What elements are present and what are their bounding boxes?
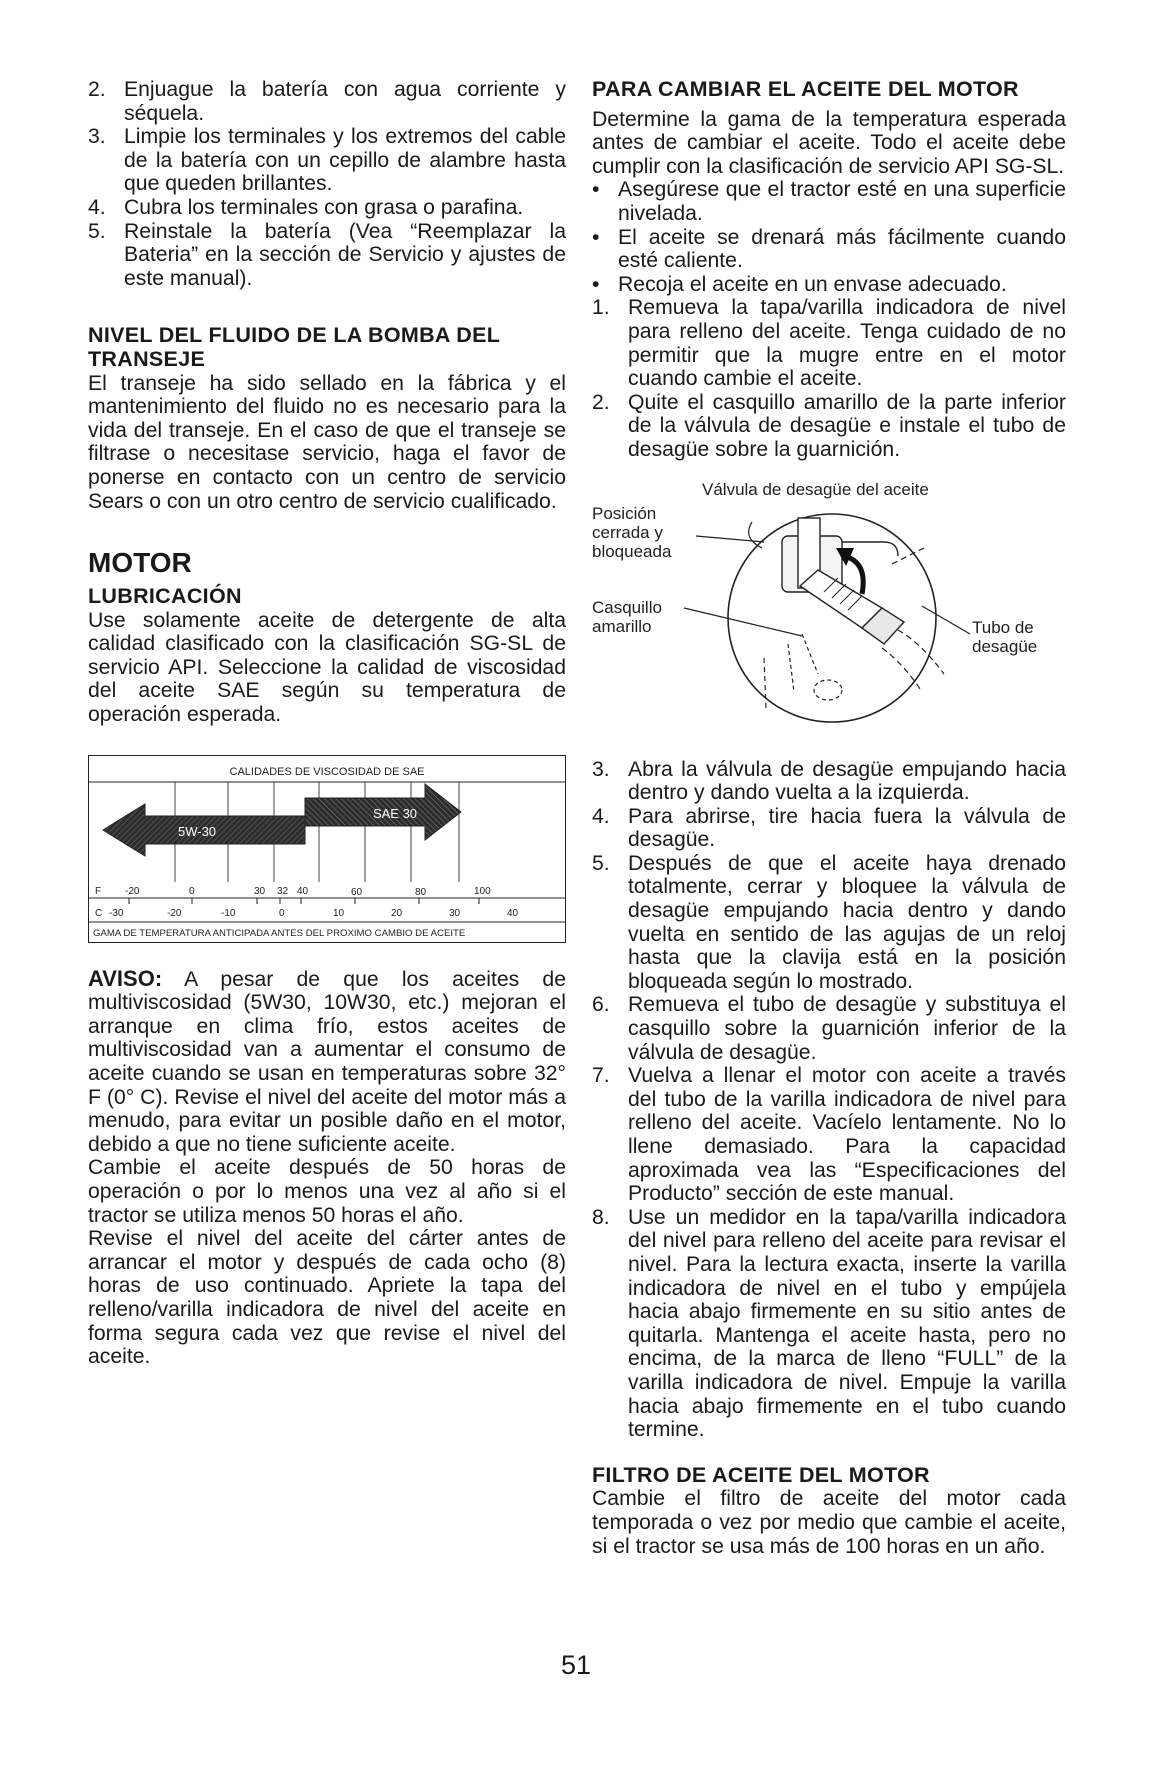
list-item: 6. Remueva el tubo de desagüe y substituya el casquillo sobre la guarnición inferior de la válvula de desagüe. [592, 993, 1066, 1064]
motor-heading: MOTOR [88, 547, 192, 579]
tick-label: -30 [109, 907, 124, 919]
list-item: • El aceite se drenará más fácilmente cuando esté caliente. [592, 225, 1066, 273]
tick-label: 40 [507, 907, 519, 919]
list-item: 7. Vuelva a llenar el motor con aceite a través del tubo de la varilla indicadora de nivel para relleno del aceite. Vacíelo lentamente. No lo llene demasiado. Para la capacidad aproximada vea las “Especificaciones del Producto” sección de este manual. [592, 1064, 1066, 1206]
oil-change-interval-text: Cambie el aceite después de 50 horas de operación o por lo menos una vez al año si el tractor se utiliza menos 50 horas el año. [88, 1156, 566, 1227]
tick-label: -20 [167, 907, 182, 919]
oil-change-steps-a [592, 296, 1066, 461]
closed-position-label: Posición cerrada y bloqueada [592, 503, 672, 561]
tick-label: 0 [279, 907, 285, 919]
list-item: 5. Después de que el aceite haya drenado totalmente, cerrar y bloquee la válvula de desagüe empujando hacia dentro y dando vuelta en sentido de las agujas de un reloj hasta que la clavija está en la posición bloqueada según lo mostrado. [592, 851, 1066, 993]
list-item: 4. Cubra los terminales con grasa o parafina. [88, 195, 524, 219]
oil-change-steps-b [592, 758, 1066, 1442]
list-item: 1. Remueva la tapa/varilla indicadora de nivel para relleno del aceite. Tenga cuidado de no permitir que la mugre entre en el motor cuando cambie el aceite. [592, 296, 1066, 391]
lubrication-text: Use solamente aceite de detergente de alta calidad clasificado con la clasificación SG-SL de servicio API. Seleccione la calidad de viscosidad del aceite SAE según su temperatura de operación esperada. [88, 608, 566, 727]
list-item: 2. Quite el casquillo amarillo de la parte inferior de la válvula de desagüe e instale el tubo de desagüe sobre la guarnición. [592, 390, 1066, 461]
diagram-title: Válvula de desagüe del aceite [702, 479, 929, 499]
transaxle-text: El transeje ha sido sellado en la fábrica y el mantenimiento del fluido no es necesario para la vida del transeje. En el caso de que el transeje se filtrase o necesitase servicio, haga el favor de ponerse en contacto con un centro de servicio Sears o con un otro centro de servicio cualificado. [88, 371, 566, 513]
tick-label: 30 [254, 885, 266, 897]
oil-check-text: Revise el nivel del aceite del cárter antes de arrancar el motor y después de cada ocho (8) horas de uso continuado. Apriete la tapa del relleno/varilla indicadora de nivel del aceite en forma segura cada vez que revise el nivel del aceite. [88, 1227, 566, 1369]
tick-label: 20 [391, 907, 403, 919]
list-item: 3. Abra la válvula de desagüe empujando hacia dentro y dando vuelta a la izquierda. [592, 757, 1066, 805]
sae30-label: SAE 30 [372, 805, 418, 821]
list-item: 3. Limpie los terminales y los extremos del cable de la batería con un cepillo de alambre hasta que queden brillantes. [88, 125, 566, 196]
f-label: F [95, 885, 102, 897]
tick-label: 80 [415, 886, 427, 898]
drain-valve-illustration [592, 478, 1066, 748]
tick-label: -20 [125, 885, 140, 897]
oil-filter-heading: FILTRO DE ACEITE DEL MOTOR [592, 1462, 930, 1487]
5w30-label: 5W-30 [177, 823, 217, 839]
lubrication-heading: LUBRICACIÓN [88, 584, 242, 609]
tick-label: -10 [221, 907, 236, 919]
tick-label: 60 [351, 886, 363, 898]
chart-footer: GAMA DE TEMPERATURA ANTICIPADA ANTES DEL PROXIMO CAMBIO DE ACEITE [93, 927, 466, 939]
yellow-cap-label: Casquillo amarillo [592, 597, 662, 636]
list-item: 5. Reinstale la batería (Vea “Reemplazar la Bateria” en la sección de Servicio y ajustes de este manual). [88, 219, 566, 290]
chart-title: CALIDADES DE VISCOSIDAD DE SAE [229, 765, 425, 778]
list-item: • Asegúrese que el tractor esté en una superficie nivelada. [592, 178, 1066, 225]
right-column [592, 78, 1066, 1558]
list-item: 2. Enjuague la batería con agua corriente y séquela. [88, 78, 566, 125]
tick-label: 10 [333, 907, 345, 919]
list-item: 8. Use un medidor en la tapa/varilla indicadora del nivel para relleno del aceite para revisar el nivel. Para la lectura exacta, inserte la varilla indicadora de nivel en el tubo y empújela hacia abajo firmemente en su sitio antes de quitarla. Mantenga el aceite hasta, pero no encima, de la marca de lleno “FULL” de la varilla indicadora de nivel. Empuje la varilla hacia abajo firmemente en el tubo cuando termine. [592, 1205, 1066, 1442]
change-oil-intro: Determine la gama de la temperatura esperada antes de cambiar el aceite. Todo el aceite debe cumplir con la clasificación de servicio API SG-SL. [592, 107, 1066, 178]
bullet-list [592, 178, 1066, 296]
tick-label: 32 [277, 885, 289, 897]
tick-label: 30 [449, 907, 461, 919]
tick-label: 40 [297, 885, 309, 897]
oil-filter-text: Cambie el filtro de aceite del motor cada temporada o vez por medio que cambie el aceite, si el tractor se usa más de 100 horas en un año. [592, 1487, 1066, 1558]
left-column [88, 78, 566, 1369]
page-number: 51 [560, 1650, 592, 1680]
transaxle-heading: NIVEL DEL FLUIDO DE LA BOMBA DEL TRANSEJE [88, 323, 500, 371]
aviso-paragraph: AVISO: A pesar de que los aceites de multiviscosidad (5W30, 10W30, etc.) mejoran el arranque en clima frío, estos aceites de multiviscosidad van a aumentar el consumo de aceite cuando se usan en temperaturas sobre 32° F (0° C). Revise el nivel del aceite del motor más a menudo, para evitar un posible daño en el motor, debido a que no tiene suficiente aceite. [88, 965, 566, 1156]
tick-label: 100 [474, 885, 491, 897]
drain-tube-label: Tubo de desagüe [972, 617, 1038, 656]
drain-valve-diagram [592, 478, 1066, 748]
tick-label: 0 [189, 885, 195, 897]
list-item: • Recoja el aceite en un envase adecuado. [592, 272, 1007, 296]
change-oil-heading: PARA CAMBIAR EL ACEITE DEL MOTOR [592, 77, 1019, 101]
aviso-label: AVISO: [88, 965, 163, 991]
c-label: C [95, 907, 103, 919]
battery-steps [88, 78, 566, 290]
viscosity-chart-graphic [89, 756, 565, 942]
list-item: 4. Para abrirse, tire hacia fuera la válvula de desagüe. [592, 804, 1066, 852]
viscosity-chart [88, 755, 566, 943]
